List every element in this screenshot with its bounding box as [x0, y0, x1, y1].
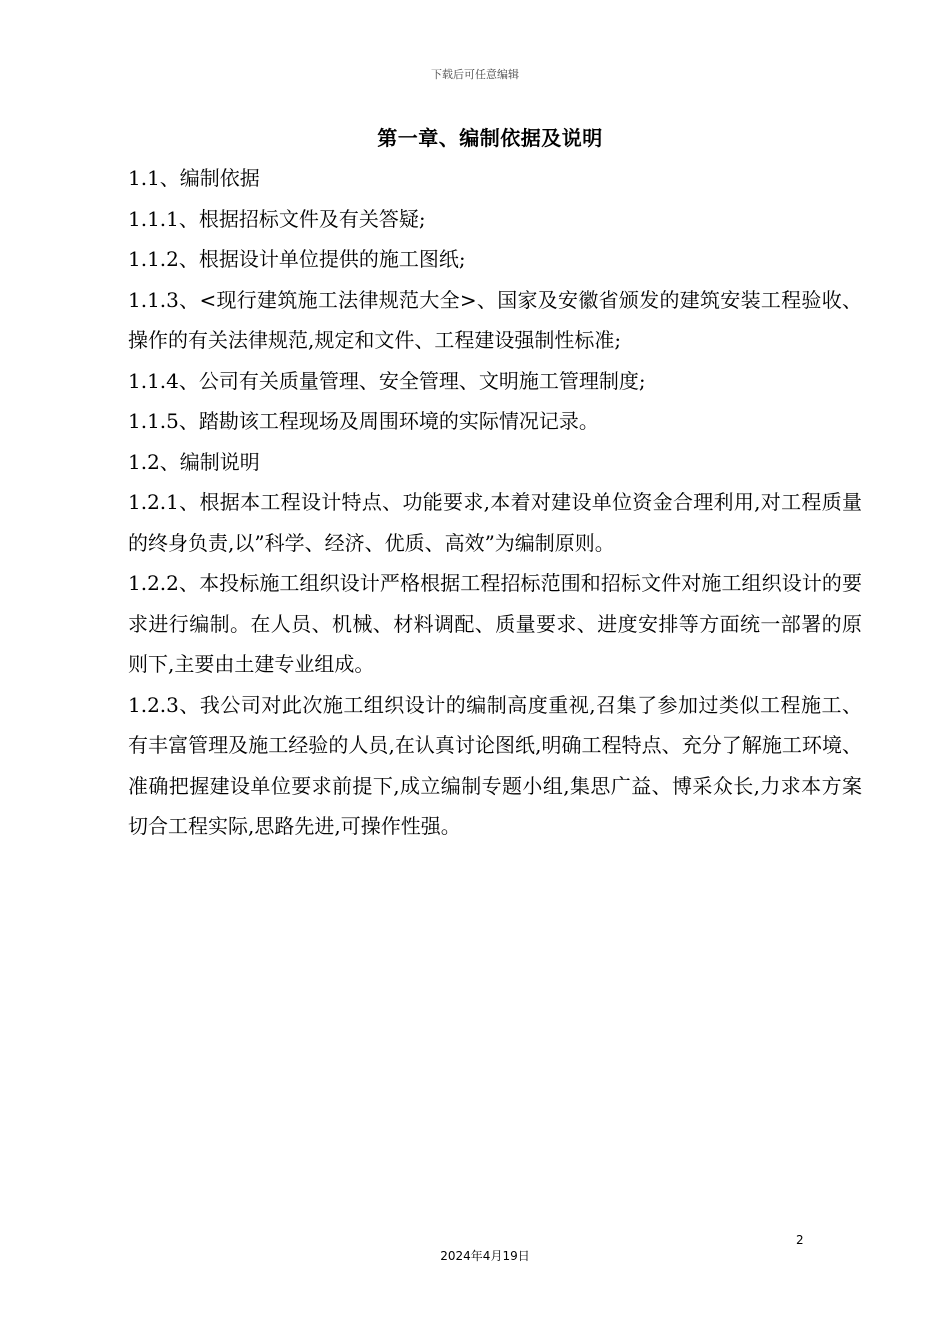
paragraph-1-1-1: 1.1.1、根据招标文件及有关答疑; [128, 206, 426, 231]
paragraph-1-2-1: 1.2.1、根据本工程设计特点、功能要求,本着对建设单位资金合理利用,对工程质量的终身负责,以”科学、经济、优质、高效”为编制原则。 [128, 490, 862, 555]
paragraph-1-2-2: 1.2.2、本投标施工组织设计严格根据工程招标范围和招标文件对施工组织设计的要求进行编制。在人员、机械、材料调配、质量要求、进度安排等方面统一部署的原则下,主要由土建专业组成。 [128, 571, 862, 676]
page-number: 2 [796, 1233, 804, 1247]
paragraph-1-2-3: 1.2.3、我公司对此次施工组织设计的编制高度重视,召集了参加过类似工程施工、有丰富管理及施工经验的人员,在认真讨论图纸,明确工程特点、充分了解施工环境、准确把握建设单位要求前提下,成立编制专题小组,集思广益、博采众长,力求本方案切合工程实际,思路先进,可操作性强。 [128, 692, 862, 838]
section-heading-1-1: 1.1、编制依据 [128, 166, 260, 190]
document-body [128, 158, 862, 847]
section-heading-1-2: 1.2、编制说明 [128, 449, 260, 474]
paragraph-1-1-2: 1.1.2、根据设计单位提供的施工图纸; [128, 247, 466, 271]
paragraph-1-1-5: 1.1.5、踏勘该工程现场及周围环境的实际情况记录。 [128, 409, 599, 433]
paragraph-1-1-3: 1.1.3、<现行建筑施工法律规范大全>、国家及安徽省颁发的建筑安装工程验收、操作的有关法律规范,规定和文件、工程建设强制性标准; [128, 287, 862, 352]
paragraph-1-1-4: 1.1.4、公司有关质量管理、安全管理、文明施工管理制度; [128, 368, 646, 393]
chapter-title: 第一章、编制依据及说明 [377, 126, 603, 150]
header-note: 下载后可任意编辑 [431, 68, 519, 81]
footer-date: 2024年4月19日 [440, 1249, 530, 1263]
